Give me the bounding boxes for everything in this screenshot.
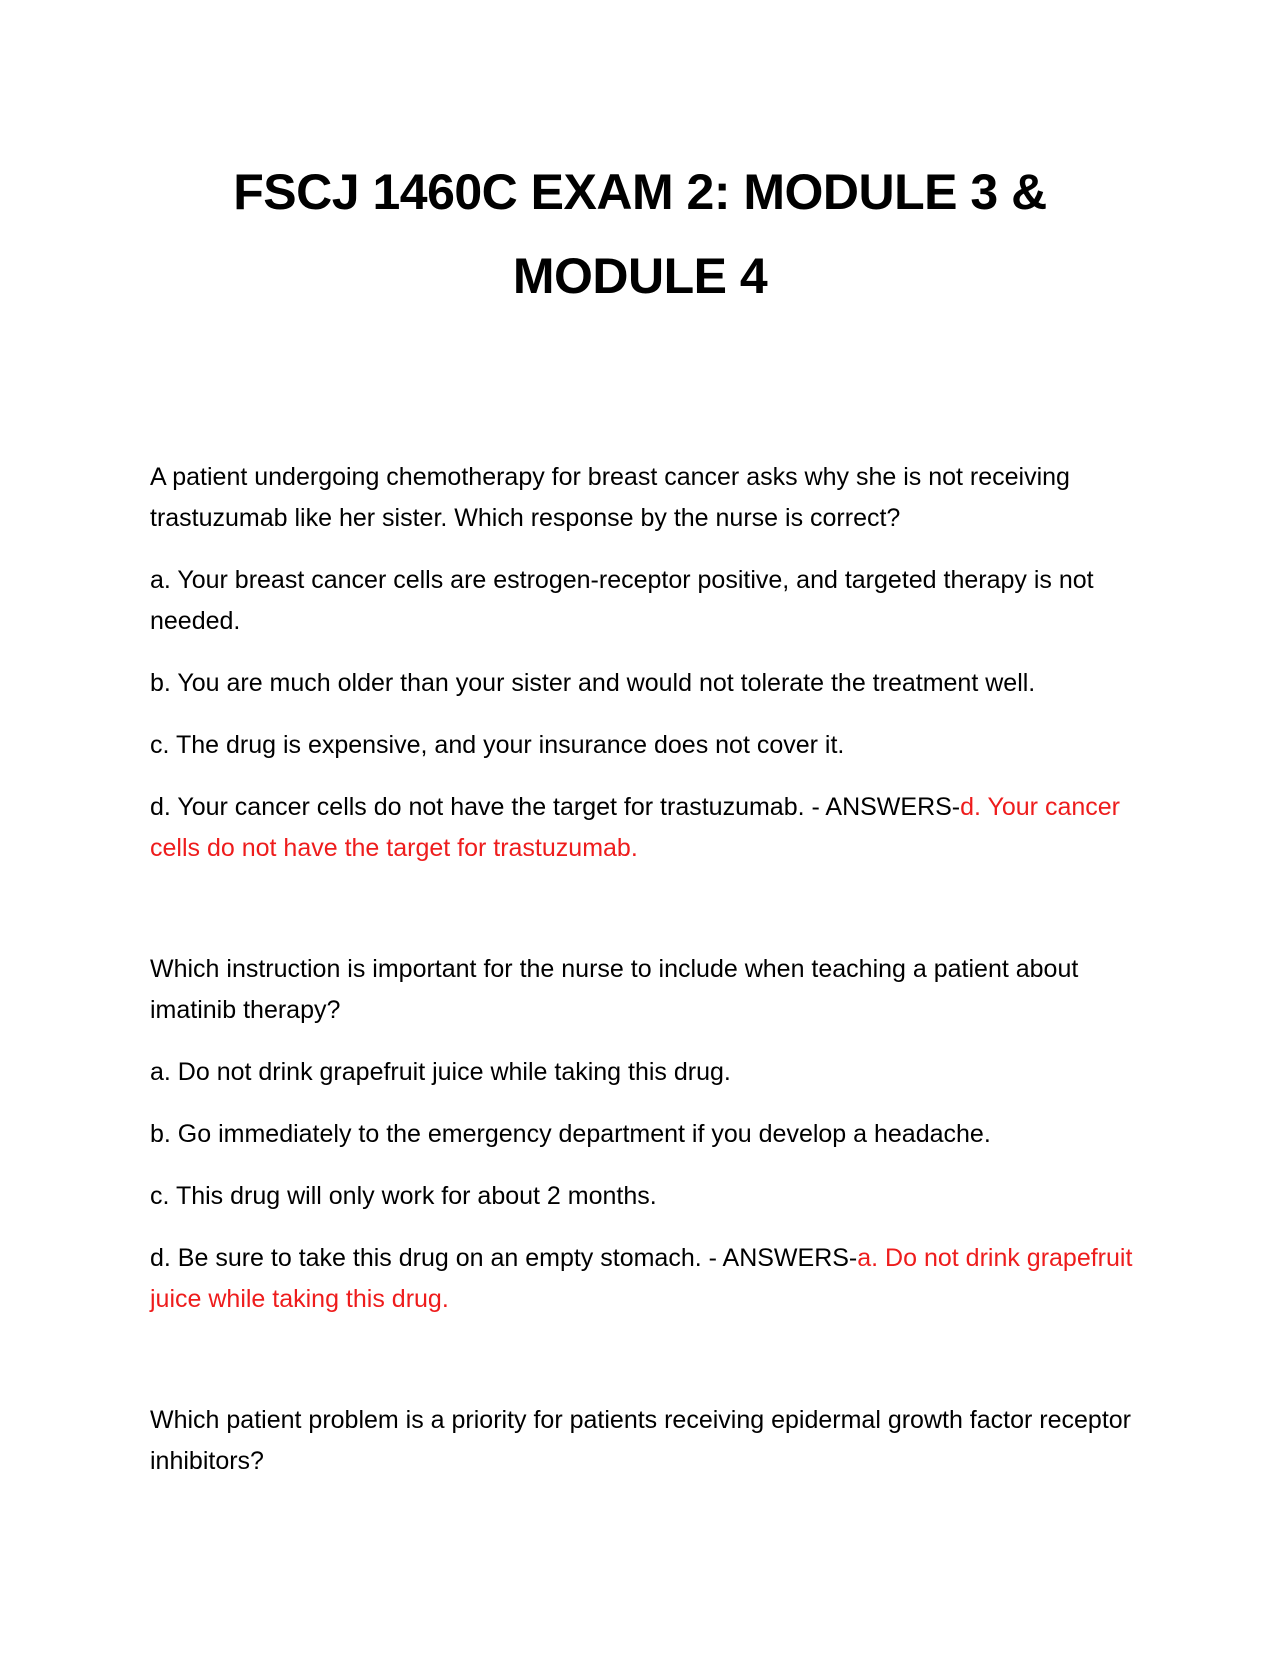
answer-option: a. Do not drink grapefruit juice while taking this drug. [150,1058,731,1086]
answer-option-with-key [150,787,1140,869]
answer-option: c. The drug is expensive, and your insurance does not cover it. [150,731,845,759]
question-stem: Which patient problem is a priority for patients receiving epidermal growth factor receptor inhibitors? [150,1406,1131,1475]
document-body [150,457,1140,1503]
correct-answer: d. Your cancer cells do not have the target for trastuzumab. [150,793,1120,862]
answer-option-with-key [150,1238,1140,1320]
document-title: FSCJ 1460C EXAM 2: MODULE 3 & MODULE 4 [233,164,1047,304]
answer-option-text: d. Your cancer cells do not have the target for trastuzumab. [150,793,805,821]
answer-key-prefix: - ANSWERS- [701,1244,858,1272]
question-stem: A patient undergoing chemotherapy for breast cancer asks why she is not receiving trastuzumab like her sister. Which response by the nurse is correct? [150,463,1070,532]
answer-key-prefix: - ANSWERS- [804,793,961,821]
answer-option: b. You are much older than your sister and would not tolerate the treatment well. [150,669,1036,697]
question-block [150,949,1140,1320]
correct-answer: a. Do not drink grapefruit juice while taking this drug. [150,1244,1133,1313]
answer-option: c. This drug will only work for about 2 months. [150,1182,657,1210]
answer-option: a. Your breast cancer cells are estrogen-receptor positive, and targeted therapy is not needed. [150,566,1094,635]
answer-option-text: d. Be sure to take this drug on an empty stomach. [150,1244,702,1272]
question-block [150,1400,1140,1482]
question-block [150,457,1140,869]
question-stem: Which instruction is important for the nurse to include when teaching a patient about imatinib therapy? [150,955,1079,1024]
answer-option: b. Go immediately to the emergency department if you develop a headache. [150,1120,991,1148]
